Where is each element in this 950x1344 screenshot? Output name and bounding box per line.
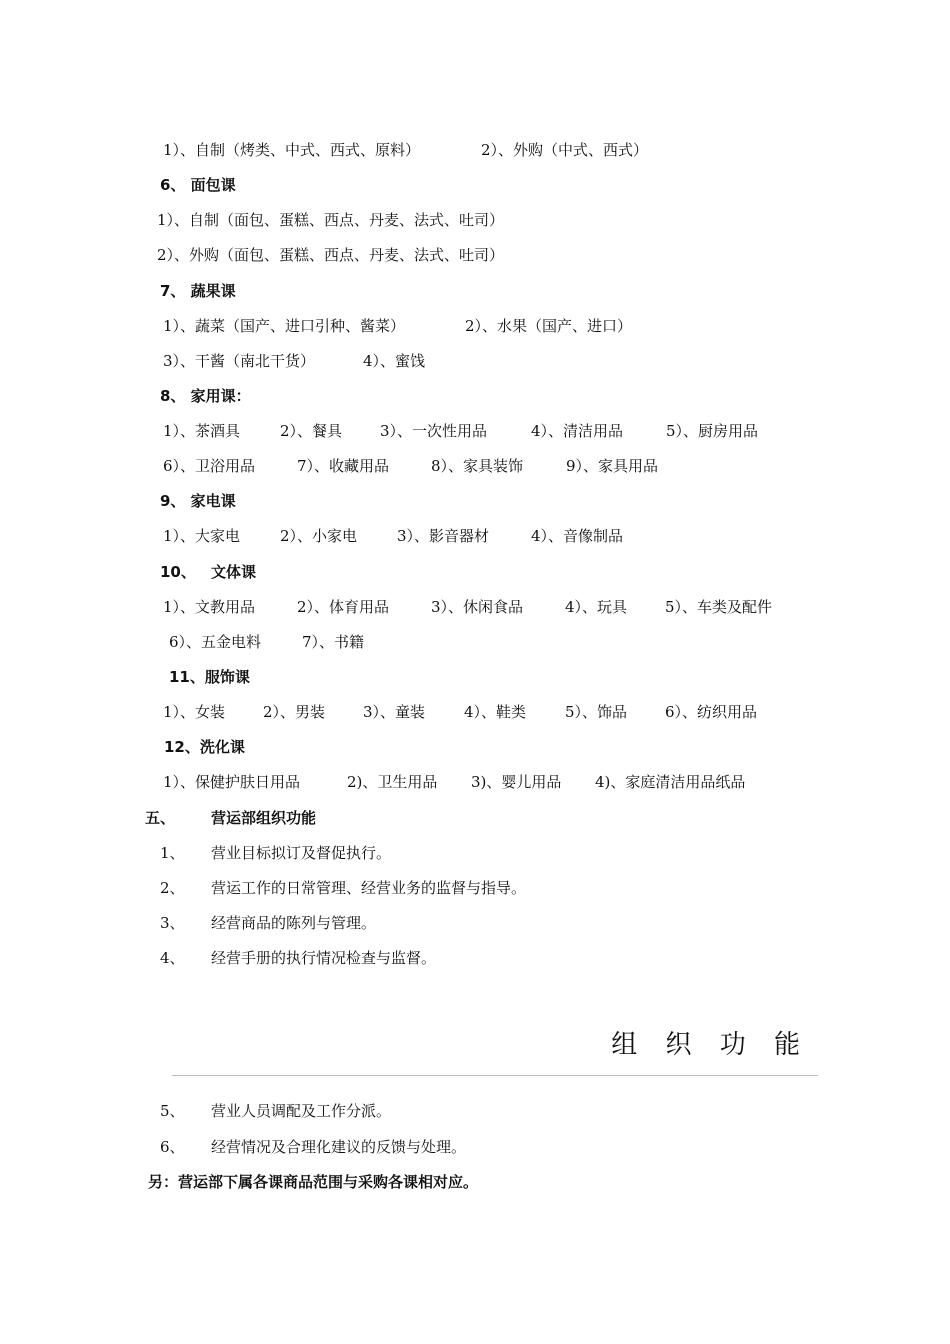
text: 3）、干酱（南北干货）: [163, 352, 316, 370]
part-5-heading: [145, 808, 316, 828]
text: 1）、蔬菜（国产、进口引种、酱菜）: [163, 317, 406, 335]
line-produce-2: [163, 351, 425, 371]
text: 4）、玩具: [565, 598, 628, 616]
text: 6）、五金电料: [169, 633, 262, 651]
line-sports-2: [169, 632, 364, 652]
text: 5）、饰品: [565, 703, 628, 721]
line-toiletry: [163, 772, 745, 792]
text: 1）、文教用品: [163, 598, 256, 616]
text: 1）、茶酒具: [163, 422, 241, 440]
text: 3）、影音器材: [397, 527, 490, 545]
text: 7）、书籍: [302, 633, 365, 651]
text: 6、 面包课: [160, 176, 236, 194]
header-rule: [172, 1075, 818, 1076]
text: 8、 家用课：: [160, 387, 251, 405]
text: 5、: [160, 1102, 185, 1120]
text: 1）、自制（面包、蛋糕、西点、丹麦、法式、吐司）: [157, 211, 505, 229]
text: 6、: [160, 1138, 185, 1156]
line-produce-1: [163, 316, 632, 336]
text: 5）、厨房用品: [666, 422, 759, 440]
text: 2）、外购（面包、蛋糕、西点、丹麦、法式、吐司）: [157, 246, 505, 264]
text: 3）、休闲食品: [431, 598, 524, 616]
text: 经营手册的执行情况检查与监督。: [211, 949, 437, 967]
text: 4)、家庭清洁用品纸品: [595, 773, 746, 791]
line-household-2: [163, 456, 658, 476]
text: 2、: [160, 879, 185, 897]
function-item-4: [160, 948, 436, 968]
line-bread-own: [157, 210, 504, 230]
section-12-heading: [164, 737, 245, 757]
text: 另：营运部下属各课商品范围与采购各课相对应。: [148, 1173, 479, 1191]
text: 3）、一次性用品: [380, 422, 488, 440]
text: 经营情况及合理化建议的反馈与处理。: [211, 1138, 467, 1156]
text: 1）、自制（烤类、中式、西式、原料）: [163, 141, 421, 159]
text: 4）、蜜饯: [363, 352, 426, 370]
text: 营业目标拟订及督促执行。: [211, 844, 392, 862]
text: 4）、清洁用品: [531, 422, 624, 440]
text: 营运工作的日常管理、经营业务的监督与指导。: [211, 879, 527, 897]
text: 9、 家电课: [160, 492, 236, 510]
text: 10、: [160, 563, 196, 581]
line-apparel: [163, 702, 757, 722]
text: 2）、体育用品: [297, 598, 390, 616]
text: 2）、餐具: [280, 422, 343, 440]
line-bakery-items: [163, 140, 648, 160]
text: 营业人员调配及工作分派。: [211, 1102, 392, 1120]
text: 2）、小家电: [280, 527, 358, 545]
text: 经营商品的陈列与管理。: [211, 914, 377, 932]
section-6-heading: [160, 175, 236, 195]
text: 1、: [160, 844, 185, 862]
text: 3、: [160, 914, 185, 932]
function-item-3: [160, 913, 376, 933]
text: 营运部组织功能: [211, 809, 317, 827]
text: 3)、婴儿用品: [471, 773, 562, 791]
text: 6）、卫浴用品: [163, 457, 256, 475]
text: 2)、卫生用品: [347, 773, 438, 791]
text: 1）、保健护肤日用品: [163, 773, 301, 791]
section-10-heading: [160, 562, 256, 582]
text: 3）、童装: [363, 703, 426, 721]
text: 6）、纺织用品: [665, 703, 758, 721]
function-item-6: [160, 1137, 466, 1157]
section-7-heading: [160, 281, 236, 301]
text: 4、: [160, 949, 185, 967]
text: 1）、女装: [163, 703, 226, 721]
text: 1）、大家电: [163, 527, 241, 545]
text: 2）、外购（中式、西式）: [481, 141, 649, 159]
text: 11、服饰课: [169, 668, 250, 686]
text: 五、: [145, 809, 176, 827]
section-8-heading: [160, 386, 251, 406]
text: 4）、音像制品: [531, 527, 624, 545]
text: 4）、鞋类: [464, 703, 527, 721]
text: 9）、家具用品: [566, 457, 659, 475]
function-item-5: [160, 1101, 391, 1121]
closing-note: [148, 1172, 478, 1192]
line-sports-1: [163, 597, 772, 617]
section-9-heading: [160, 491, 236, 511]
text: 2）、男装: [263, 703, 326, 721]
function-item-2: [160, 878, 526, 898]
line-household-1: [163, 421, 758, 441]
line-bread-bought: [157, 245, 504, 265]
line-appliance: [163, 526, 623, 546]
function-item-1: [160, 843, 391, 863]
section-11-heading: [169, 667, 250, 687]
text: 5）、车类及配件: [665, 598, 773, 616]
text: 8）、家具装饰: [431, 457, 524, 475]
text: 文体课: [211, 563, 257, 581]
text: 2）、水果（国产、进口）: [465, 317, 633, 335]
text: 7、 蔬果课: [160, 282, 236, 300]
text: 7）、收藏用品: [297, 457, 390, 475]
page-title: 组 织 功 能: [611, 1030, 810, 1060]
text: 12、洗化课: [164, 738, 245, 756]
